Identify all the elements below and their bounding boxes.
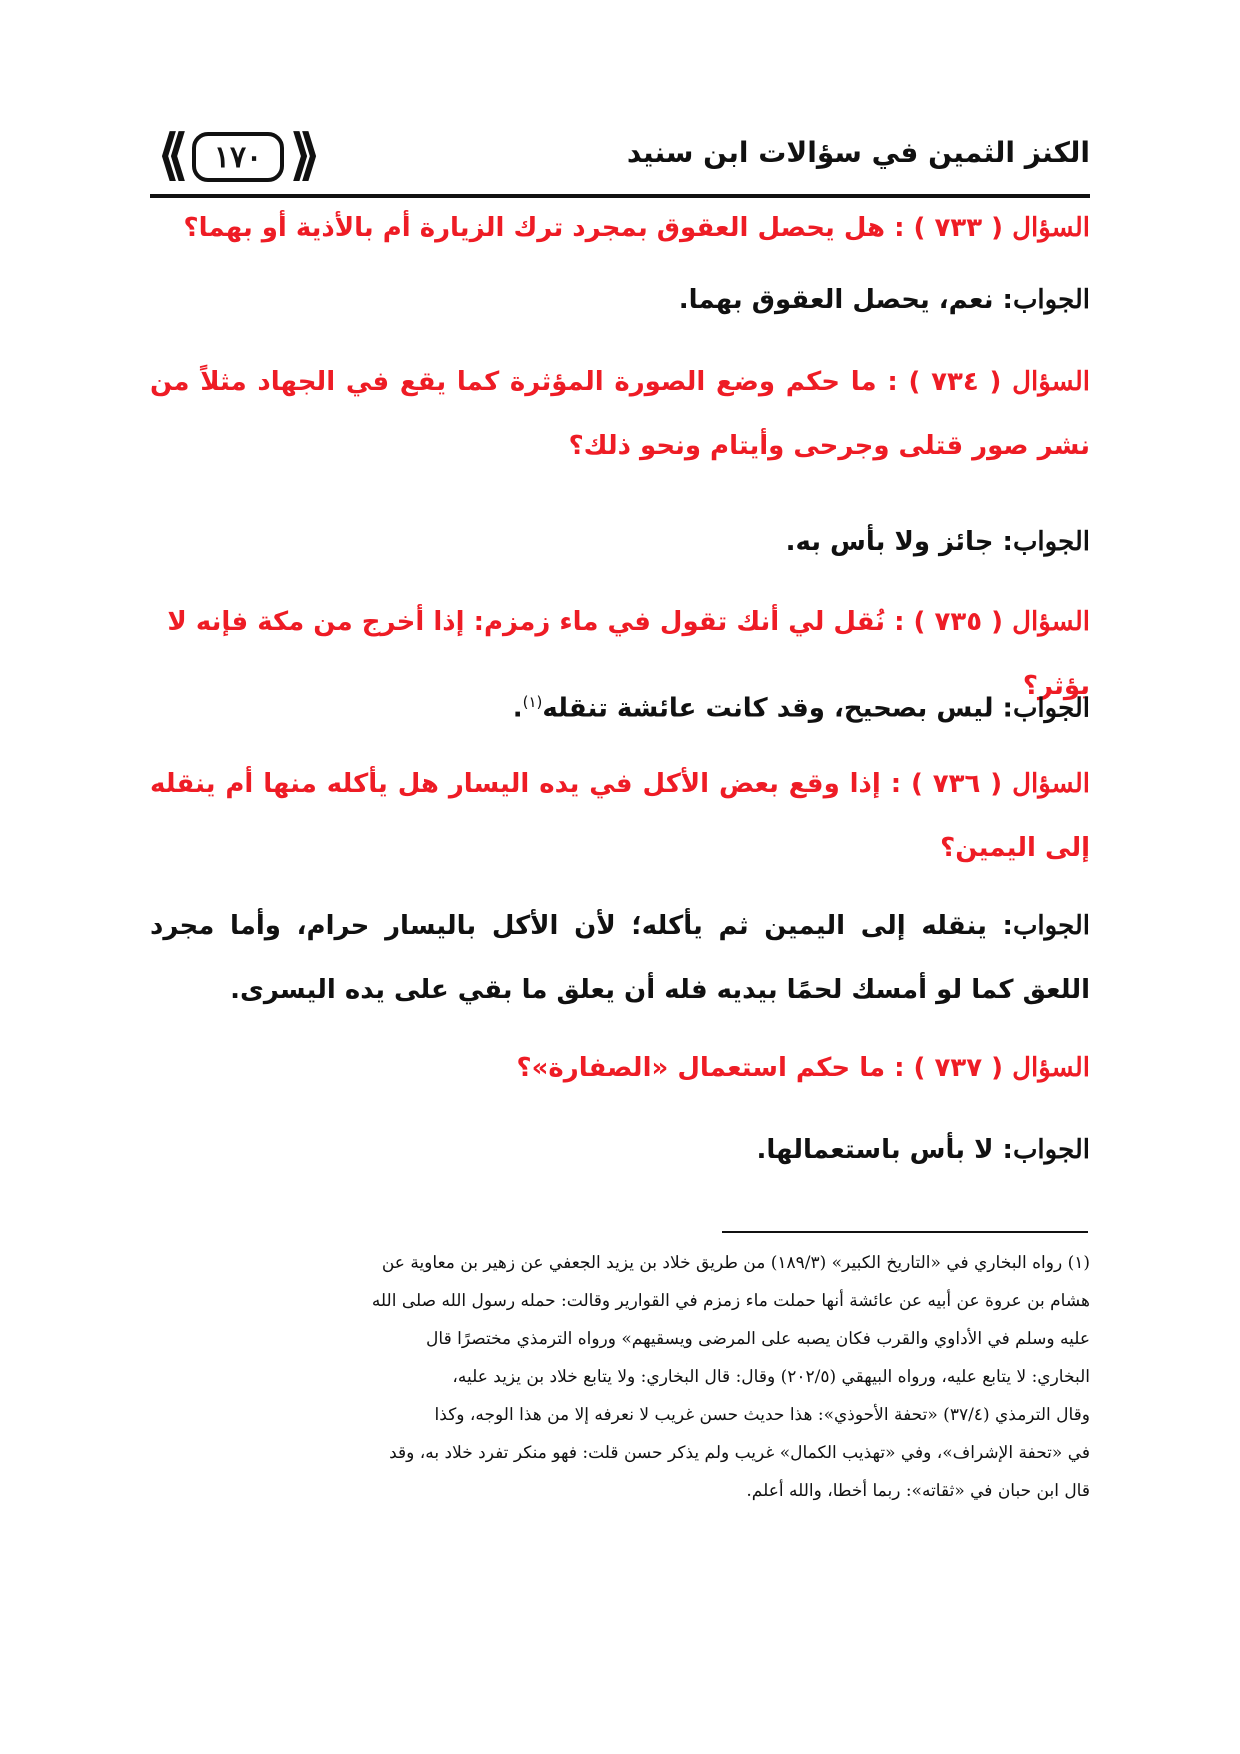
answer-737 xyxy=(150,1118,1090,1182)
answer-735 xyxy=(150,670,1090,741)
page-number-bracket-right: ⟫ xyxy=(290,122,321,186)
footnote-line: قال ابن حبان في «ثقاته»: ربما أخطا، والله أعلم. xyxy=(746,1481,1090,1501)
book-title: الكنز الثمين في سؤالات ابن سنيد xyxy=(626,136,1090,169)
answer-label: الجواب xyxy=(1012,527,1090,557)
answer-text: : نعم، يحصل العقوق بهما. xyxy=(678,285,1013,315)
page-header xyxy=(150,110,1090,190)
answer-text: : ليس بصحيح، وقد كانت عائشة تنقله xyxy=(542,693,1013,724)
question-text: ( ٧٣٦ ) : إذا وقع بعض الأكل في يده اليسار هل يأكله منها أم ينقله إلى اليمين؟ xyxy=(150,769,1090,863)
question-text: ( ٧٣٣ ) : هل يحصل العقوق بمجرد ترك الزيارة أم بالأذية أو بهما؟ xyxy=(183,213,1013,243)
question-733 xyxy=(150,196,1090,260)
answer-label: الجواب xyxy=(1012,1135,1090,1165)
question-737 xyxy=(150,1036,1090,1100)
footnote-ref[interactable]: (١) xyxy=(522,693,543,711)
footnote-line: هشام بن عروة عن أبيه عن عائشة أنها حملت ماء زمزم في القوارير وقالت: حمله رسول الله صلى الله xyxy=(371,1291,1090,1311)
answer-text: : لا بأس باستعمالها. xyxy=(756,1135,1013,1165)
question-label: السؤال xyxy=(1012,607,1090,637)
answer-text-end: . xyxy=(512,693,523,724)
answer-label: الجواب xyxy=(1012,285,1090,315)
question-label: السؤال xyxy=(1012,213,1090,243)
question-label: السؤال xyxy=(1012,769,1090,799)
answer-text: : ينقله إلى اليمين ثم يأكله؛ لأن الأكل باليسار حرام، وأما مجرد اللعق كما لو أمسك لحمًا بيديه فله أن يعلق ما بقي على يده اليسرى. xyxy=(150,911,1090,1005)
question-736 xyxy=(150,752,1090,880)
question-label: السؤال xyxy=(1012,367,1090,397)
footnote-line: البخاري: لا يتابع عليه، ورواه البيهقي (٢٠٢/٥) وقال: قال البخاري: ولا يتابع خلاد بن يزيد عليه، xyxy=(452,1367,1090,1387)
answer-736 xyxy=(150,894,1090,1022)
answer-734 xyxy=(150,510,1090,574)
question-734 xyxy=(150,350,1090,478)
question-text: ( ٧٣٥ ) : نُقل لي أنك تقول في ماء زمزم: إذا أخرج من مكة فإنه لا يؤثر؟ xyxy=(167,607,1090,701)
page-number: ١٧٠ xyxy=(192,132,284,182)
question-text: ( ٧٣٤ ) : ما حكم وضع الصورة المؤثرة كما يقع في الجهاد مثلاً من نشر صور قتلى وجرحى وأيتام ونحو ذلك؟ xyxy=(150,367,1090,461)
question-text: ( ٧٣٧ ) : ما حكم استعمال «الصفارة»؟ xyxy=(516,1053,1013,1083)
question-label: السؤال xyxy=(1012,1053,1090,1083)
answer-733 xyxy=(150,268,1090,332)
footnote-line: عليه وسلم في الأداوي والقرب فكان يصبه على المرضى ويسقيهم» ورواه الترمذي مختصرًا قال xyxy=(426,1329,1090,1349)
footnote-divider xyxy=(722,1231,1088,1233)
footnote-line: (١) رواه البخاري في «التاريخ الكبير» (١٨٩/٣) من طريق خلاد بن يزيد الجعفي عن زهير بن معاوية عن xyxy=(381,1253,1090,1273)
footnote-line: في «تحفة الإشراف»، وفي «تهذيب الكمال» غريب ولم يذكر حسن قلت: فهو منكر تفرد خلاد به، وقد xyxy=(389,1443,1090,1463)
footnote xyxy=(150,1244,1090,1510)
answer-label: الجواب xyxy=(1012,911,1090,941)
answer-text: : جائز ولا بأس به. xyxy=(785,527,1013,557)
footnote-line: وقال الترمذي (٣٧/٤) «تحفة الأحوذي»: هذا حديث حسن غريب لا نعرفه إلا من هذا الوجه، وكذا xyxy=(434,1405,1090,1425)
answer-label: الجواب xyxy=(1012,693,1090,724)
page-number-bracket-left: ⟪ xyxy=(158,122,189,186)
